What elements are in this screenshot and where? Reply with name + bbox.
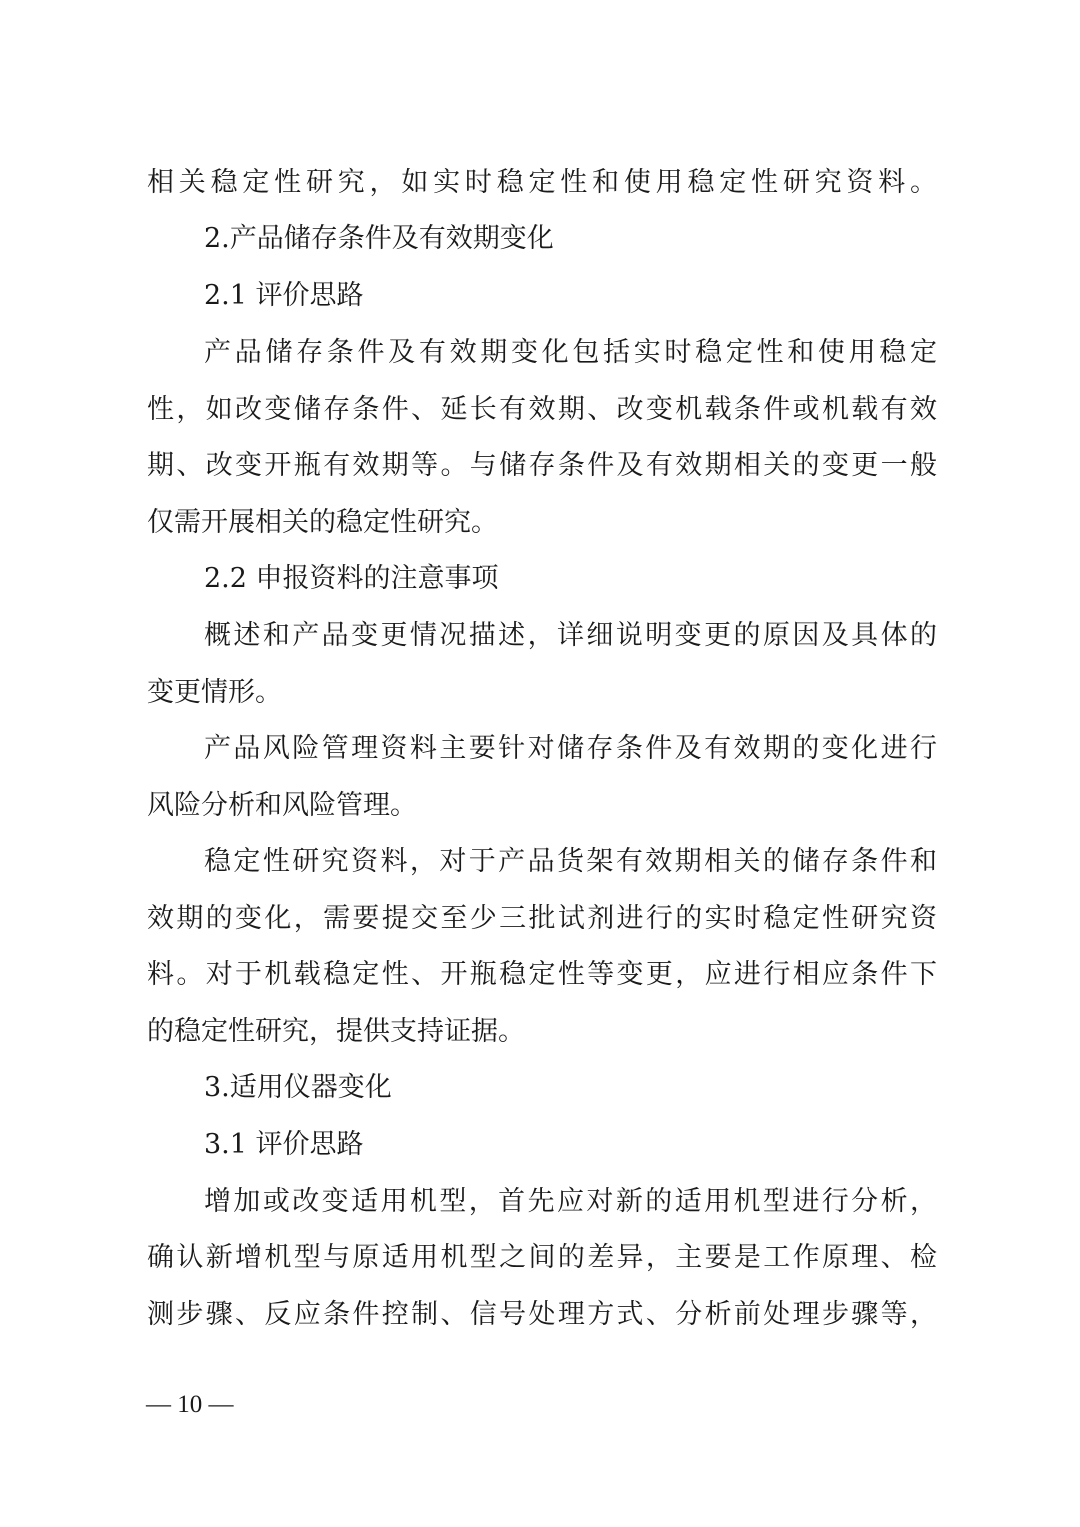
text-line: 的稳定性研究，提供支持证据。 — [147, 1016, 525, 1047]
text-line: 效期的变化，需要提交至少三批试剂进行的实时稳定性研究资 — [147, 903, 937, 934]
subsection-heading: 2.2 申报资料的注意事项 — [204, 563, 499, 594]
text-line: 概述和产品变更情况描述，详细说明变更的原因及具体的 — [204, 620, 937, 651]
text-line: 增加或改变适用机型，首先应对新的适用机型进行分析， — [204, 1186, 937, 1217]
text-line: 性，如改变储存条件、延长有效期、改变机载条件或机载有效 — [147, 394, 937, 425]
section-heading: 3.适用仪器变化 — [204, 1072, 392, 1103]
page-number: — 10 — — [146, 1391, 234, 1418]
text-line: 确认新增机型与原适用机型之间的差异，主要是工作原理、检 — [147, 1242, 937, 1273]
text-line: 仅需开展相关的稳定性研究。 — [147, 507, 498, 538]
text-line: 变更情形。 — [147, 677, 282, 708]
text-line: 产品风险管理资料主要针对储存条件及有效期的变化进行 — [204, 733, 937, 764]
subsection-heading: 3.1 评价思路 — [204, 1129, 364, 1160]
text-line: 期、改变开瓶有效期等。与储存条件及有效期相关的变更一般 — [147, 450, 937, 481]
text-line: 测步骤、反应条件控制、信号处理方式、分析前处理步骤等， — [147, 1299, 937, 1330]
text-line: 相关稳定性研究，如实时稳定性和使用稳定性研究资料。 — [147, 167, 937, 198]
section-heading: 2.产品储存条件及有效期变化 — [204, 223, 554, 254]
text-line: 产品储存条件及有效期变化包括实时稳定性和使用稳定 — [204, 337, 937, 368]
subsection-heading: 2.1 评价思路 — [204, 280, 364, 311]
text-line: 稳定性研究资料，对于产品货架有效期相关的储存条件和 — [204, 846, 937, 877]
text-line: 风险分析和风险管理。 — [147, 790, 417, 821]
text-line: 料。对于机载稳定性、开瓶稳定性等变更，应进行相应条件下 — [147, 959, 937, 990]
